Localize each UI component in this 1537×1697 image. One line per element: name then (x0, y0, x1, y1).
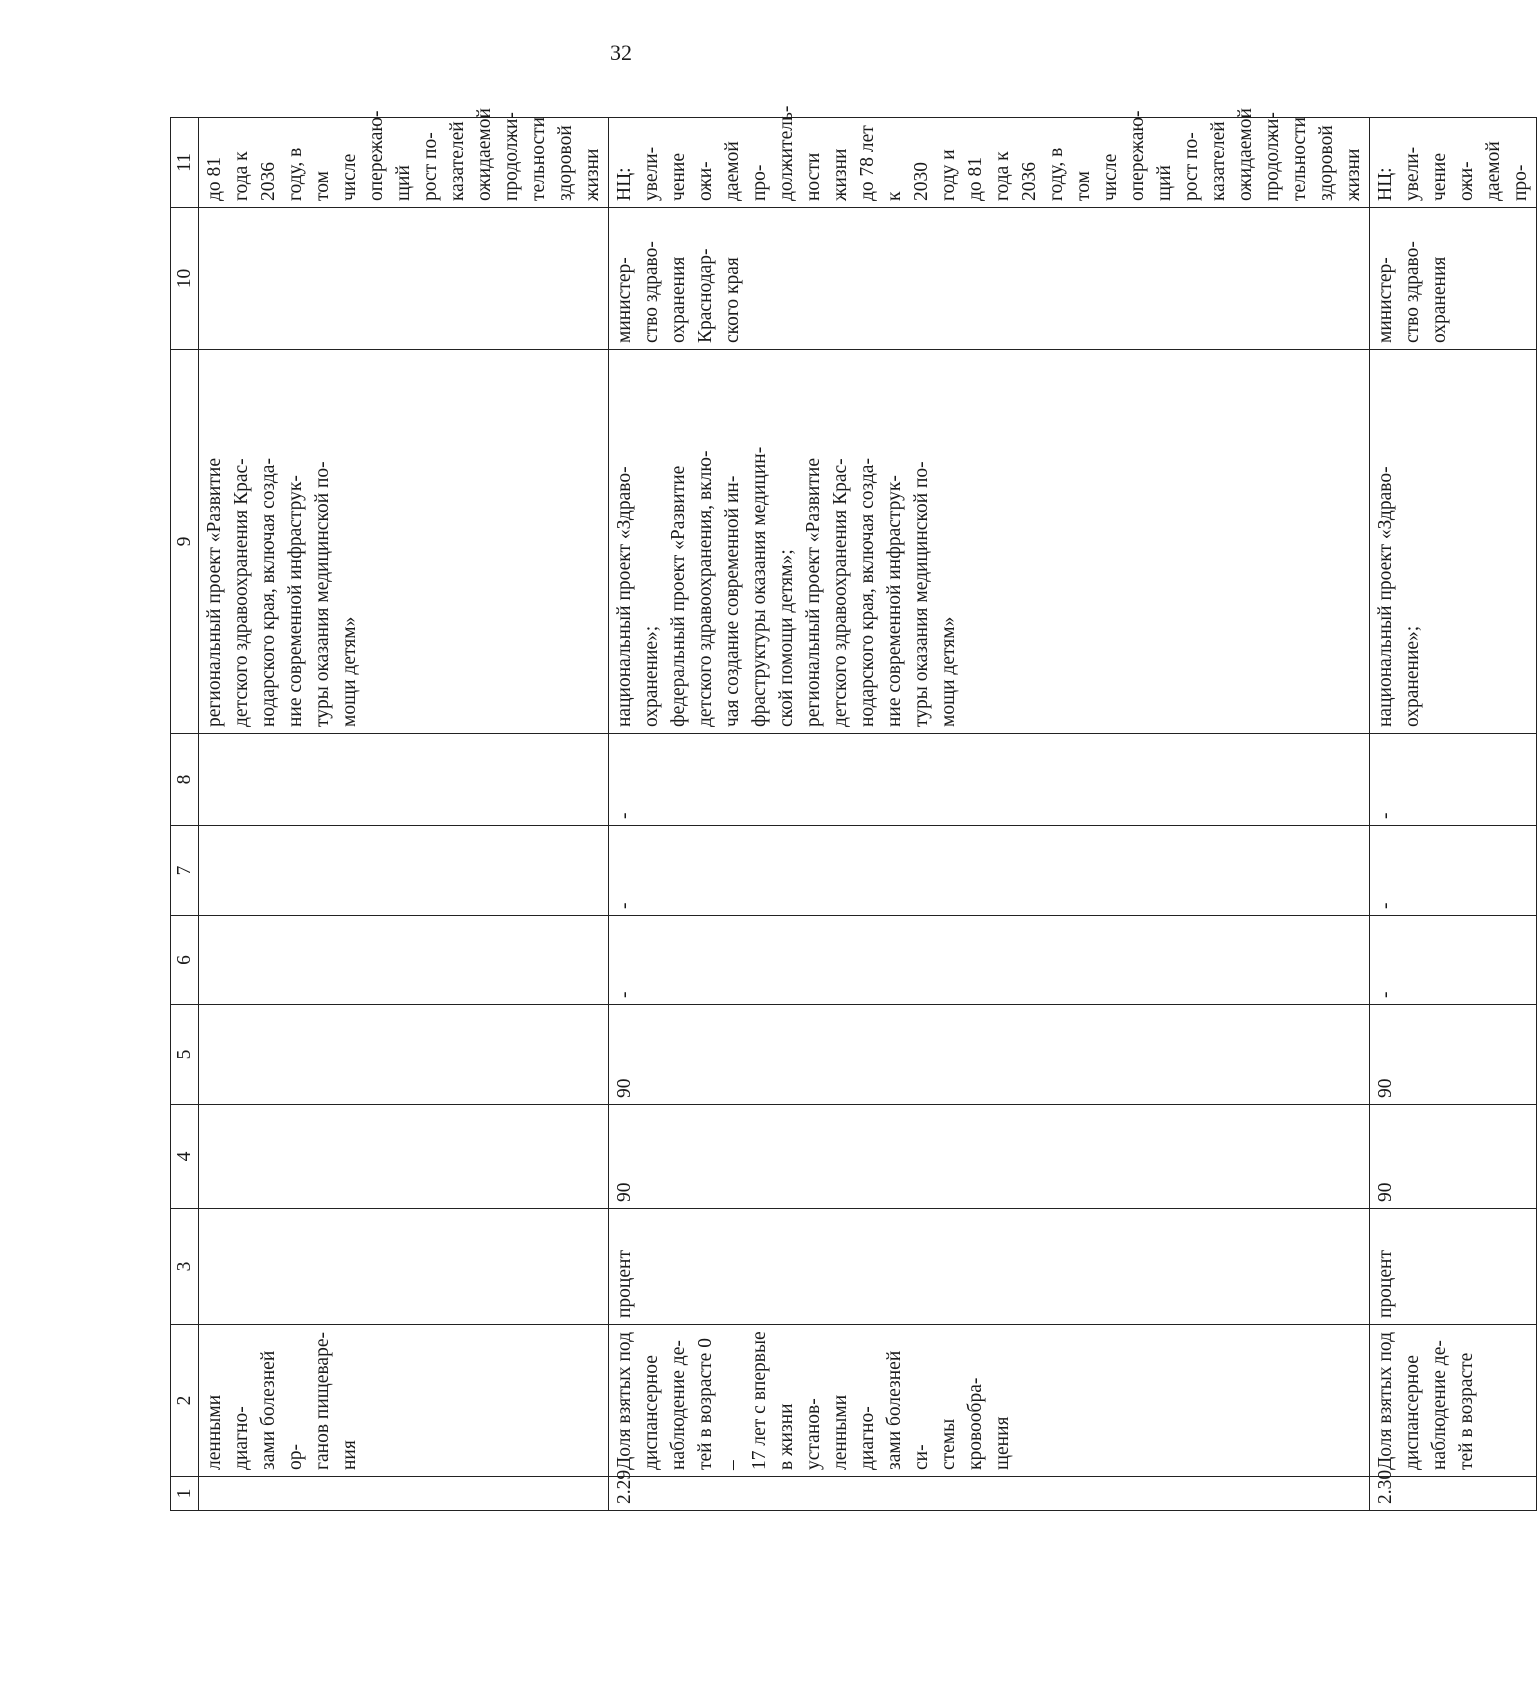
cell-indicator-name: Доля взятых под диспансерное наблюдение де- тей в возрасте (1370, 1325, 1537, 1477)
column-header: 3 (171, 1209, 199, 1325)
cell-value-7: - (1370, 826, 1537, 916)
cell-projects: национальный проект «Здраво- охранение»; (1370, 350, 1537, 734)
cell-number (199, 1477, 609, 1511)
cell-projects: национальный проект «Здраво- охранение»; федеральный проект «Развитие детского здравоохранения, вклю- чая создание современной ин- фраструктуры оказания медицин- ской помощи детям»; региональный проект «Развитие детского здравоохранения Крас- нодарского края, включая созда- ние современной инфраструк- туры оказания медицинской по- мощи детям» (609, 350, 1370, 734)
cell-value-5: 90 (609, 1005, 1370, 1105)
page-number: 32 (610, 40, 632, 65)
column-header: 11 (171, 118, 199, 208)
indicator-table (170, 105, 1537, 1511)
table-row (199, 118, 609, 1511)
column-header: 10 (171, 208, 199, 350)
cell-value-7 (199, 826, 609, 916)
cell-value-4 (199, 1105, 609, 1209)
column-header: 8 (171, 734, 199, 826)
cell-projects: региональный проект «Развитие детского здравоохранения Крас- нодарского края, включая созда- ние современной инфраструк- туры оказания медицинской по- мощи детям» (199, 350, 609, 734)
cell-number: 2.30 (1370, 1477, 1537, 1511)
cell-unit (199, 1209, 609, 1325)
column-header: 6 (171, 916, 199, 1005)
cell-value-8: - (1370, 734, 1537, 826)
cell-goal: НЦ: увели- чение ожи- даемой про- должитель- ности жизни до 78 лет к 2030 году и до 81 года к 2036 году, в том числе опережаю- щий рост по- казателей ожидаемой продолжи- тельности здоровой жизни (609, 118, 1370, 208)
column-header: 7 (171, 826, 199, 916)
cell-value-5 (199, 1005, 609, 1105)
column-header: 1 (171, 1477, 199, 1511)
cell-responsible: министер- ство здраво- охранения (1370, 208, 1537, 350)
cell-goal: НЦ: увели- чение ожи- даемой про- (1370, 118, 1537, 208)
cell-value-6: - (1370, 916, 1537, 1005)
cell-unit: процент (1370, 1209, 1537, 1325)
table-row (609, 118, 1370, 1511)
cell-value-4: 90 (1370, 1105, 1537, 1209)
cell-value-8: - (609, 734, 1370, 826)
cell-number: 2.29 (609, 1477, 1370, 1511)
column-header: 4 (171, 1105, 199, 1209)
cell-value-8 (199, 734, 609, 826)
column-number-row (171, 118, 199, 1511)
cell-value-6: - (609, 916, 1370, 1005)
cell-responsible (199, 208, 609, 350)
column-header: 2 (171, 1325, 199, 1477)
cell-value-7: - (609, 826, 1370, 916)
cell-value-5: 90 (1370, 1005, 1537, 1105)
rotated-table-container (170, 105, 1531, 1511)
cell-unit: процент (609, 1209, 1370, 1325)
column-header: 9 (171, 350, 199, 734)
cell-value-6 (199, 916, 609, 1005)
cell-goal: до 81 года к 2036 году, в том числе опережаю- щий рост по- казателей ожидаемой продолжи- тельности здоровой жизни (199, 118, 609, 208)
cell-responsible: министер- ство здраво- охранения Краснодар- ского края (609, 208, 1370, 350)
cell-value-4: 90 (609, 1105, 1370, 1209)
cell-indicator-name: Доля взятых под диспансерное наблюдение де- тей в возрасте 0 – 17 лет с впервые в жизни установ- ленными диагно- зами болезней си- стемы кровообра- щения (609, 1325, 1370, 1477)
table-row (1370, 118, 1537, 1511)
cell-indicator-name: ленными диагно- зами болезней ор- ганов пищеваре- ния (199, 1325, 609, 1477)
column-header: 5 (171, 1005, 199, 1105)
